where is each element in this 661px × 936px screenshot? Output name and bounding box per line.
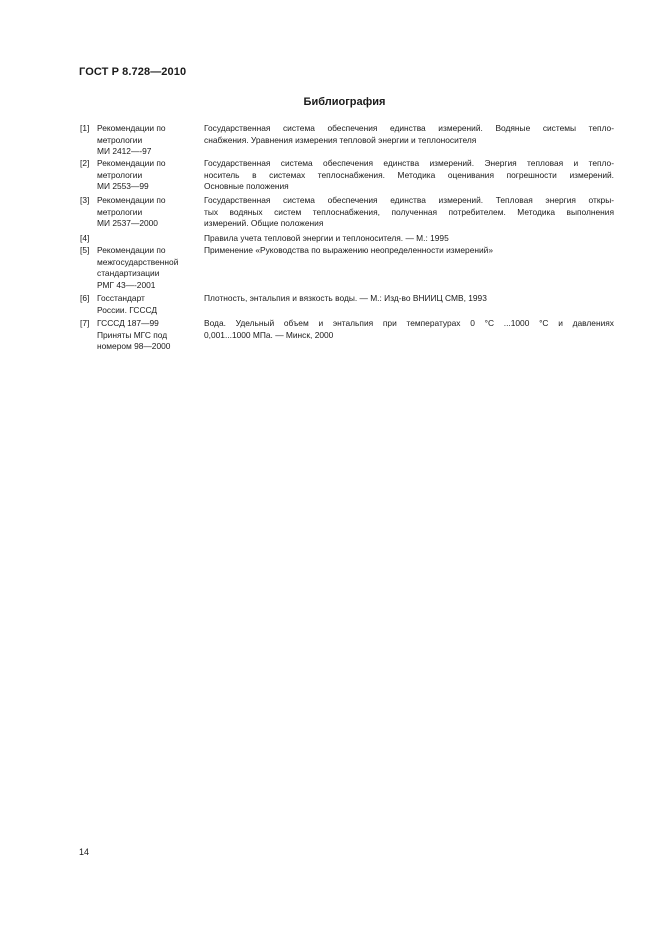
description-line: Вода. Удельный объем и энтальпия при температурах 0 °С ...1000 °С и давлениях [204,318,614,328]
source-line: Рекомендации по [97,245,166,255]
bib-entry-number: [2] [80,158,90,168]
bib-entry-source [97,318,199,353]
bib-entry-number: [7] [80,318,90,328]
source-line: Приняты МГС под [97,329,168,340]
source-line: метрологии [97,206,143,217]
bib-entry-source [97,195,199,230]
description-line: 0,001...1000 МПа. — Минск, 2000 [204,329,334,340]
source-line: Госстандарт [97,293,145,303]
description-line: носитель в системах теплоснабжения. Методика оценивания погрешности измерений. [204,169,614,180]
description-line: Основные положения [204,181,289,192]
description-line: Правила учета тепловой энергии и теплоносителя. — М.: 1995 [204,233,449,243]
description-line: снабжения. Уравнения измерения тепловой энергии и теплоносителя [204,134,477,145]
bib-entry-number: [6] [80,293,90,303]
source-line: номером 98—2000 [97,341,171,352]
bib-entry-source [97,245,199,291]
bib-entry-description [204,318,614,341]
source-line: Рекомендации по [97,123,166,133]
source-line: МИ 2537—2000 [97,218,158,229]
bib-entry-number: [5] [80,245,90,255]
source-line: МИ 2553—99 [97,181,149,192]
source-line: межгосударственной [97,256,179,267]
description-line: Применение «Руководства по выражению неопределенности измерений» [204,245,493,255]
bib-entry-source [97,123,199,158]
page-number: 14 [79,847,90,857]
source-line: Рекомендации по [97,158,166,168]
description-line: измерений. Общие положения [204,218,324,229]
description-line: Плотность, энтальпия и вязкость воды. — М.: Изд-во ВНИИЦ СМВ, 1993 [204,293,487,303]
document-code-header: ГОСТ Р 8.728—2010 [79,66,187,78]
bib-entry-source [97,158,199,193]
bib-entry-description [204,195,614,230]
bib-entry-description [204,245,614,257]
bib-entry-number: [1] [80,123,90,133]
bib-entry-description [204,123,614,146]
bib-entry-source [97,293,199,316]
source-line: МИ 2412—-97 [97,146,152,157]
section-title-text: Библиография [303,96,386,108]
description-line: тых водяных систем теплоснабжения, полученная потребителем. Методика выполнения [204,206,614,217]
source-line: России. ГСССД [97,304,158,315]
source-line: стандартизации [97,268,160,279]
description-line: Государственная система обеспечения единства измерений. Тепловая энергия откры- [204,195,614,205]
source-line: метрологии [97,134,143,145]
bib-entry-number: [3] [80,195,90,205]
source-line: Рекомендации по [97,195,166,205]
source-line: ГСССД 187—99 [97,318,159,328]
source-line: РМГ 43—-2001 [97,279,156,290]
source-line: метрологии [97,169,143,180]
description-line: Государственная система обеспечения единства измерений. Энергия тепловая и тепло- [204,158,614,168]
bib-entry-description [204,158,614,193]
bib-entry-number: [4] [80,233,90,243]
bib-entry-description [204,293,614,305]
bib-entry-description [204,233,614,245]
description-line: Государственная система обеспечения единства измерений. Водяные системы тепло- [204,123,614,133]
